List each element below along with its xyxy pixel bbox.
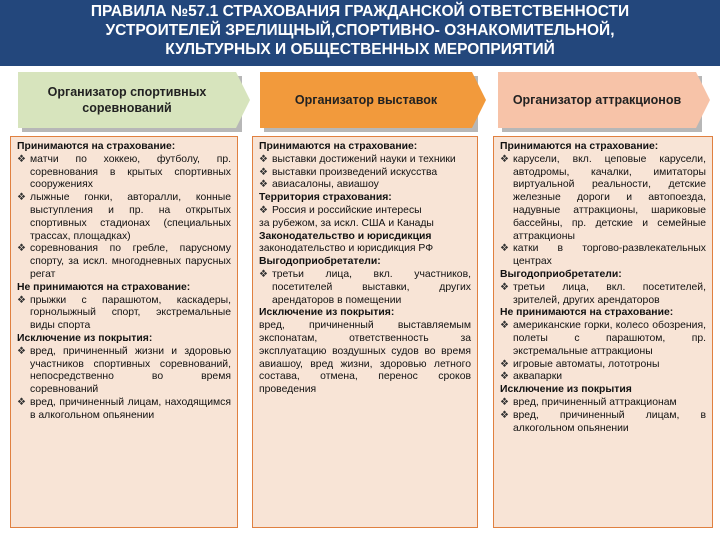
section-heading: Законодательство и юрисдикция (259, 230, 432, 242)
section-heading: Принимаются на страхование: (17, 141, 176, 152)
plain-text: вред, причиненный выставляемым экспонатам, ответственность за эксплуатацию воздушных судов во время авиашоу, вред жизни, здоровью летного состава, отмена, перенос сроков проведения (259, 320, 471, 396)
diamond-bullet-icon: ❖ (17, 294, 26, 306)
diamond-bullet-icon: ❖ (500, 153, 509, 165)
plain-text: законодательство и юрисдикция РФ (259, 243, 434, 255)
list-item (500, 371, 706, 384)
list-item (259, 167, 471, 180)
diamond-bullet-icon: ❖ (500, 320, 509, 332)
list-item (17, 192, 231, 243)
diamond-bullet-icon: ❖ (17, 243, 26, 255)
list-item-text: Россия и российские интересы (272, 204, 422, 216)
diamond-bullet-icon: ❖ (259, 268, 268, 280)
list-item (500, 154, 706, 244)
column-sports (10, 136, 238, 528)
plain-text: за рубежом, за искл. США и Канады (259, 217, 434, 229)
list-item-text: авиасалоны, авиашоу (272, 179, 379, 191)
diamond-bullet-icon: ❖ (17, 396, 26, 408)
list-item (17, 243, 231, 281)
diamond-bullet-icon: ❖ (17, 345, 26, 357)
section-heading: Принимаются на страхование: (500, 141, 659, 152)
diamond-bullet-icon: ❖ (500, 396, 509, 408)
header-exhibition-organizer (260, 72, 472, 128)
list-item (500, 397, 706, 410)
diamond-bullet-icon: ❖ (500, 243, 509, 255)
list-item (17, 397, 231, 423)
list-item-text: вред, причиненный жизни и здоровью участников спортивных соревнований, непосредственно во время соревнований (30, 345, 231, 396)
title-line: УСТРОИТЕЛЕЙ ЗРЕЛИЩНЫЙ,СПОРТИВНО- ОЗНАКОМИТЕЛЬНОЙ, (105, 22, 615, 39)
section-heading: Исключение из покрытия: (17, 332, 153, 344)
page-title (0, 0, 720, 66)
list-item-text: вред, причиненный аттракционам (513, 396, 677, 408)
title-line: ПРАВИЛА №57.1 СТРАХОВАНИЯ ГРАЖДАНСКОЙ ОТВЕТСТВЕННОСТИ (90, 3, 630, 20)
list-item (259, 269, 471, 307)
list-item (259, 179, 471, 192)
diamond-bullet-icon: ❖ (259, 204, 268, 216)
list-item-text: катки в торгово-развлекательных центрах (513, 243, 706, 268)
list-item (500, 410, 706, 436)
header-label: Организатор спортивных соревнований (47, 85, 207, 115)
list-item (500, 320, 706, 358)
header-sports-organizer (18, 72, 236, 128)
section-heading: Территория страхования: (259, 192, 392, 204)
list-item-text: третьи лица, вкл. участников, посетителей выставки, других арендаторов в помещении (272, 268, 471, 306)
list-item (259, 154, 471, 167)
list-item (259, 205, 471, 218)
diamond-bullet-icon: ❖ (500, 371, 509, 383)
column-exhibitions (252, 136, 478, 528)
diamond-bullet-icon: ❖ (259, 166, 268, 178)
section-heading: Выгодоприобретатели: (259, 256, 381, 268)
list-item-text: вред, причиненный лицам, в алкогольном опьянении (513, 409, 706, 434)
list-item (500, 243, 706, 269)
section-heading: Не принимаются на страхование: (500, 307, 674, 319)
diamond-bullet-icon: ❖ (500, 281, 509, 293)
list-item-text: игровые автоматы, лототроны (513, 358, 660, 370)
list-item (17, 154, 231, 192)
section-heading: Исключение из покрытия: (259, 307, 395, 319)
list-item-text: прыжки с парашютом, каскадеры, горнолыжный спорт, экстремальные виды спорта (30, 294, 231, 332)
title-line: КУЛЬТУРНЫХ И ОБЩЕСТВЕННЫХ МЕРОПРИЯТИЙ (165, 41, 555, 58)
diamond-bullet-icon: ❖ (500, 358, 509, 370)
list-item-text: аквапарки (513, 371, 563, 383)
list-item-text: выставки произведений искусства (272, 166, 438, 178)
list-item-text: матчи по хоккею, футболу, пр. соревнования в крытых спортивных сооружениях (30, 153, 231, 191)
list-item (17, 295, 231, 333)
diamond-bullet-icon: ❖ (17, 192, 26, 204)
section-heading: Принимаются на страхование: (259, 141, 418, 152)
list-item-text: третьи лица, вкл. посетителей, зрителей, других арендаторов (513, 281, 706, 306)
list-item-text: лыжные гонки, авторалли, конные выступления и пр. на открытых спортивных стадионах (специальных трассах, площадках) (30, 192, 231, 242)
column-attractions (493, 136, 713, 528)
list-item (500, 359, 706, 372)
header-label: Организатор аттракционов (512, 93, 682, 107)
list-item (500, 282, 706, 308)
list-item-text: вред, причиненный лицам, находящимся в алкогольном опьянении (30, 396, 231, 421)
header-label: Организатор выставок (294, 93, 438, 107)
diamond-bullet-icon: ❖ (500, 409, 509, 421)
diamond-bullet-icon: ❖ (259, 179, 268, 191)
list-item-text: выставки достижений науки и техники (272, 153, 456, 165)
diamond-bullet-icon: ❖ (17, 153, 26, 165)
list-item-text: соревнования по гребле, парусному спорту, за искл. многодневных парусных регат (30, 243, 231, 280)
list-item-text: карусели, вкл. цеповые карусели, автодромы, качалки, имитаторы виртуальной реальности, детские железные дороги и автопоезда, надувные аттракционы, шариковые бассейны, пр. детские и семейные аттракционы (513, 153, 706, 242)
list-item (17, 346, 231, 397)
section-heading: Не принимаются на страхование: (17, 281, 191, 293)
header-attractions-organizer (498, 72, 696, 128)
diamond-bullet-icon: ❖ (259, 153, 268, 165)
list-item-text: американские горки, колесо обозрения, полеты с парашютом, пр. экстремальные аттракционы (513, 320, 706, 357)
section-heading: Исключение из покрытия (500, 384, 632, 396)
section-heading: Выгодоприобретатели: (500, 268, 622, 280)
